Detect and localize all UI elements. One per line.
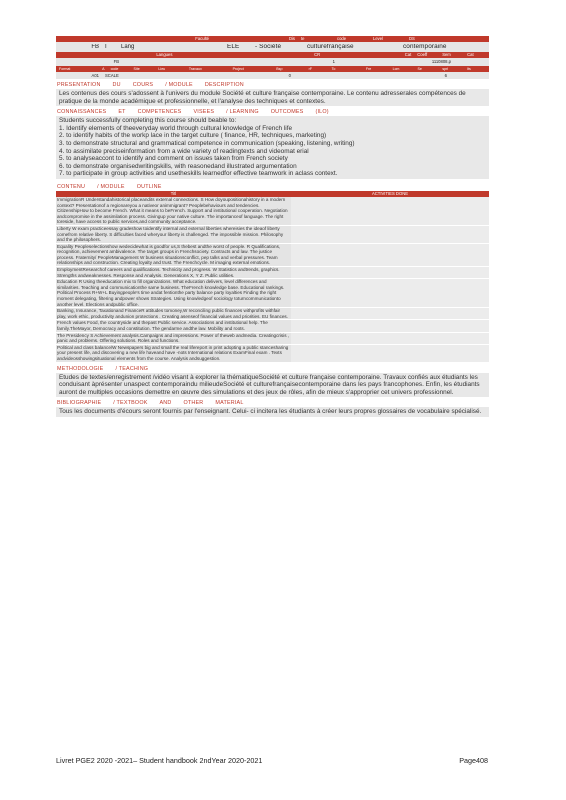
table-cell: Liberty W exam practiceessay gradeshow toidentify internal and external liberties whereisies the ideaof liberty comefrom relative liberty. S difficulties faced wheryour liberty is challenged. The impossible mission. Philosophy and the philosophers. bbox=[56, 226, 291, 243]
table-row bbox=[56, 345, 489, 363]
header-row-4 bbox=[56, 58, 489, 66]
paragraph: Etudes de textes/enregistrement /vidéo visant à explorer la thématiqueSociété et culture française contemporaine. Travaux confiés aux étudiants les conduisant àprésenter unaspect contemporaindu milieudeSociété et culturefrançaisecontemporaine dans les pays francophones. Enfin, les étudiants auront de multiples occasions demettre en œuvre des simulations et des jeux de rôles, afin de mieux s'approprier cet univers professionnel. bbox=[59, 373, 480, 396]
header-cell: 6 bbox=[444, 73, 447, 78]
heading-word: OUTLINE bbox=[136, 183, 162, 190]
heading-word: VISEES bbox=[193, 109, 215, 116]
table-cell: Equality Peopleselectionshow wedecidewhat is goodfor us,S thebest andthe worst of people. R Qualifications, recognition, achievement ambivalence. The target groups in Frenchsociety. Contracts and law. The justice process. Fraternity/ PeopleManagement W business situationsconflict, pep talks and verbal pressures. Team relationships and construction. Creating loyalty and trust. The Frenchcycle. M imaging external emotions. bbox=[56, 244, 291, 266]
header-row-2 bbox=[56, 42, 489, 52]
methodology-text bbox=[56, 373, 489, 398]
header-cell: code bbox=[110, 67, 119, 71]
header-cell: 0 bbox=[288, 73, 291, 78]
header-cell: Project bbox=[232, 67, 244, 71]
header-row-1 bbox=[56, 36, 489, 42]
footer-handbook-title: Livret PGE2 2020 -2021– Student handbook 2ndYear 2020-2021 bbox=[56, 756, 263, 765]
course-code: ELE bbox=[227, 44, 240, 50]
header-cell: SCALE bbox=[105, 73, 119, 78]
table-cell-empty bbox=[291, 320, 489, 331]
table-cell-empty bbox=[291, 279, 489, 307]
table-row bbox=[56, 308, 489, 320]
page-footer bbox=[56, 756, 488, 765]
header-cell: Coeff bbox=[417, 52, 428, 57]
heading-word: PRESENTATION bbox=[57, 82, 101, 88]
table-row bbox=[56, 320, 489, 332]
header-cell: Cat bbox=[404, 52, 412, 57]
table-row bbox=[56, 267, 489, 279]
bibliography-heading bbox=[57, 400, 489, 406]
header-cell: te bbox=[301, 36, 305, 41]
heading-word: AND bbox=[159, 400, 172, 407]
outcome-item: 7. to participate in group activities and usetheskills learnedfor effective teamwork in aclass context. bbox=[59, 170, 338, 178]
heading-word: COURS bbox=[132, 82, 154, 88]
table-cell-empty bbox=[291, 308, 489, 319]
outline-table bbox=[56, 197, 489, 363]
presentation-text bbox=[56, 89, 489, 106]
header-cell: Se bbox=[417, 67, 422, 71]
table-cell: Banking, Insurance, Taxationand FinanceR attitudes tomoney,W reconciling public finances withprofits withfair play, work ethic, productivity andunion protections . Creating asenseof financial values and priorities. EU finances. bbox=[56, 308, 291, 319]
outcome-item: 4. to assimilate preciseinformation from a wide variety of readingtexts and videomat erial bbox=[59, 147, 309, 155]
header-cell: Dis bbox=[288, 36, 295, 41]
heading-word: / TEACHING bbox=[115, 365, 149, 372]
table-cell-empty bbox=[291, 333, 489, 344]
outcomes-heading bbox=[57, 109, 489, 115]
table-cell-empty bbox=[291, 345, 489, 362]
outcomes-box bbox=[56, 116, 489, 179]
header-cell: 1110808.p bbox=[431, 59, 451, 64]
page-number: Page408 bbox=[459, 756, 488, 765]
heading-word: DESCRIPTION bbox=[204, 82, 244, 88]
header-cell: Cat bbox=[467, 52, 474, 57]
header-cell: I bbox=[105, 44, 107, 50]
heading-word: OUTCOMES bbox=[270, 109, 304, 116]
heading-word: CONNAISSANCES bbox=[57, 109, 107, 116]
header-cell: Sem bbox=[442, 52, 451, 57]
outcome-item: 3. to demonstrate structural and grammatical competence in communication (speaking, listening, writing) bbox=[59, 139, 355, 147]
header-cell: CR bbox=[314, 52, 321, 57]
outcome-item: 2. to identify habits of the workp lace in the target culture ( finance, HR, techniques, marketing) bbox=[59, 132, 327, 140]
course-title-part: contemporaine bbox=[403, 44, 447, 50]
heading-word: BIBLIOGRAPHIE bbox=[57, 400, 102, 407]
outcomes-intro: Students successfully completing this course should beable to: bbox=[59, 117, 237, 125]
methodology-heading bbox=[57, 366, 489, 372]
presentation-heading bbox=[57, 82, 489, 88]
table-cell: Political and class balance/W Newspapers big and small the real lifereport in print adopting a public stancesharing your present life, and discovering a new life haveand have -nots International relations ExamFinal exam . Texts andvideosshowingsituational elements from the course. Analysis andsuggestion. bbox=[56, 345, 291, 362]
table-cell-empty bbox=[291, 267, 489, 278]
outcome-item: 1. Identify elements of theeveryday world through cultural knowledge of French life bbox=[59, 124, 293, 132]
bibliography-text bbox=[56, 407, 489, 417]
header-cell: Lieu bbox=[158, 67, 166, 71]
heading-word: / MODULE bbox=[97, 183, 125, 190]
header-cell: Lang bbox=[121, 44, 135, 50]
header-cell: rF bbox=[308, 67, 313, 71]
header-cell: Format bbox=[59, 67, 71, 71]
heading-word: MATERIAL bbox=[215, 400, 244, 407]
course-sheet bbox=[56, 36, 489, 417]
paragraph: Tous les documents d'écours seront fournis par l'enseignant. Celui- ci incitera les étudiants à créer leurs propres glossaires de vocabulaire spécialisé. bbox=[59, 408, 482, 416]
table-cell: ImmigrationR Understandahistorical placeandits external connections. S How doyoupositionahistory in a modern context? Presentationof a regionareyou a nativeor animmigrant? Peoplebehaviours and tendencies. CitizenshipHow to become French. What it means to beFrench. Support and institutional cooperation. Negotiation andcompromise in the assimilation process. Givingup your native culture. The importanceof language. The right toreside, have access to public services,and community acceptance. bbox=[56, 197, 291, 225]
header-cell: Fre bbox=[365, 67, 372, 71]
header-cell: lts bbox=[467, 67, 471, 71]
course-title-part: culturefrançaise bbox=[307, 44, 354, 50]
outline-heading bbox=[57, 184, 489, 190]
table-row bbox=[56, 197, 489, 226]
header-cell: Langues bbox=[156, 52, 173, 57]
header-cell: code bbox=[337, 36, 347, 41]
heading-word: DU bbox=[112, 82, 121, 88]
header-cell: FB bbox=[113, 59, 119, 64]
header-cell: Travaux bbox=[188, 67, 202, 71]
table-cell: EmploymentResearchof careers and qualifications. Technicity and progress. W Statistics andtrends, graphics. Strengths andweaknesses. Response and Analysis. Generations X, Y Z. Public utilities. bbox=[56, 267, 291, 278]
header-cell: 1 bbox=[332, 59, 335, 64]
header-cell: Faculté bbox=[195, 36, 209, 41]
header-cell: DS bbox=[409, 36, 415, 41]
heading-word: / MODULE bbox=[165, 82, 193, 88]
header-cell: sprl bbox=[442, 67, 449, 71]
outcome-item: 6. to demonstrate organisedwritingskills, with reasonedand illustrated argumentation bbox=[59, 162, 297, 170]
outcome-item: 5. to analyseaccont to identify and comment on issues taken from French society bbox=[59, 155, 288, 163]
course-title-part: - Société bbox=[255, 44, 282, 50]
column-header: Titl bbox=[170, 190, 177, 196]
header-cell: A01 bbox=[91, 73, 99, 78]
table-row bbox=[56, 244, 489, 267]
header-cell: Bsp bbox=[276, 67, 283, 71]
heading-word: METHODOLOGIE bbox=[57, 365, 104, 372]
table-cell-empty bbox=[291, 226, 489, 243]
header-cell: Lcm bbox=[392, 67, 400, 71]
heading-word: CONTENU bbox=[57, 183, 86, 190]
header-cell: A bbox=[102, 67, 105, 71]
table-row bbox=[56, 279, 489, 308]
header-cell: FB bbox=[91, 44, 99, 50]
table-row bbox=[56, 333, 489, 345]
column-header: ACTIVITIES DONE bbox=[371, 190, 409, 196]
table-cell-empty bbox=[291, 244, 489, 266]
header-cell: Level bbox=[373, 36, 384, 41]
table-cell: Education R Using theeducation mix to fill organizations. What education delivers, level differences and similarities. Teaching and communicationthe same business. TheFrench knowledge base. Educational rankings. Political Process R+W+L Buyingpeople's time andat fentionthe party balance party loyalties Finding the right moment delegating, filtering andpower shows Strategies. Using knowledgeof sociology toturncommunicationto another level. Elections andpublic office. bbox=[56, 279, 291, 307]
table-cell: The Presidency S Achievement analysis.Campaigns and impressions. Power of theweb andmedia. Creatingcrisis , panic and problems. Offering solutions. Roles and functions. bbox=[57, 332, 290, 344]
header-cell: To bbox=[331, 67, 336, 71]
heading-word: ET bbox=[118, 109, 126, 116]
heading-word: OTHER bbox=[183, 400, 204, 407]
heading-word: / TEXTBOOK bbox=[113, 400, 148, 407]
paragraph: Les contenus des cours s'adossent à l'univers du module Société et culture française contemporaine. Le contenu adresserales compétences de pratique de la monde académique et professionnelle, et l'analyse des techniques et contextes. bbox=[59, 90, 466, 105]
table-cell: French values Food, the countryside and thepast Public service. Associations and institutional help. The family.TheMayor, Democracy and constitution. The gendarme andthe law. Mobility and roots. bbox=[56, 320, 291, 331]
header-cell: Site bbox=[133, 67, 140, 71]
table-row bbox=[56, 226, 489, 244]
table-cell-empty bbox=[291, 197, 489, 225]
heading-word: (ILO) bbox=[315, 109, 329, 116]
heading-word: COMPETENCES bbox=[137, 109, 182, 116]
heading-word: / LEARNING bbox=[226, 109, 259, 116]
header-row-6 bbox=[56, 72, 489, 79]
